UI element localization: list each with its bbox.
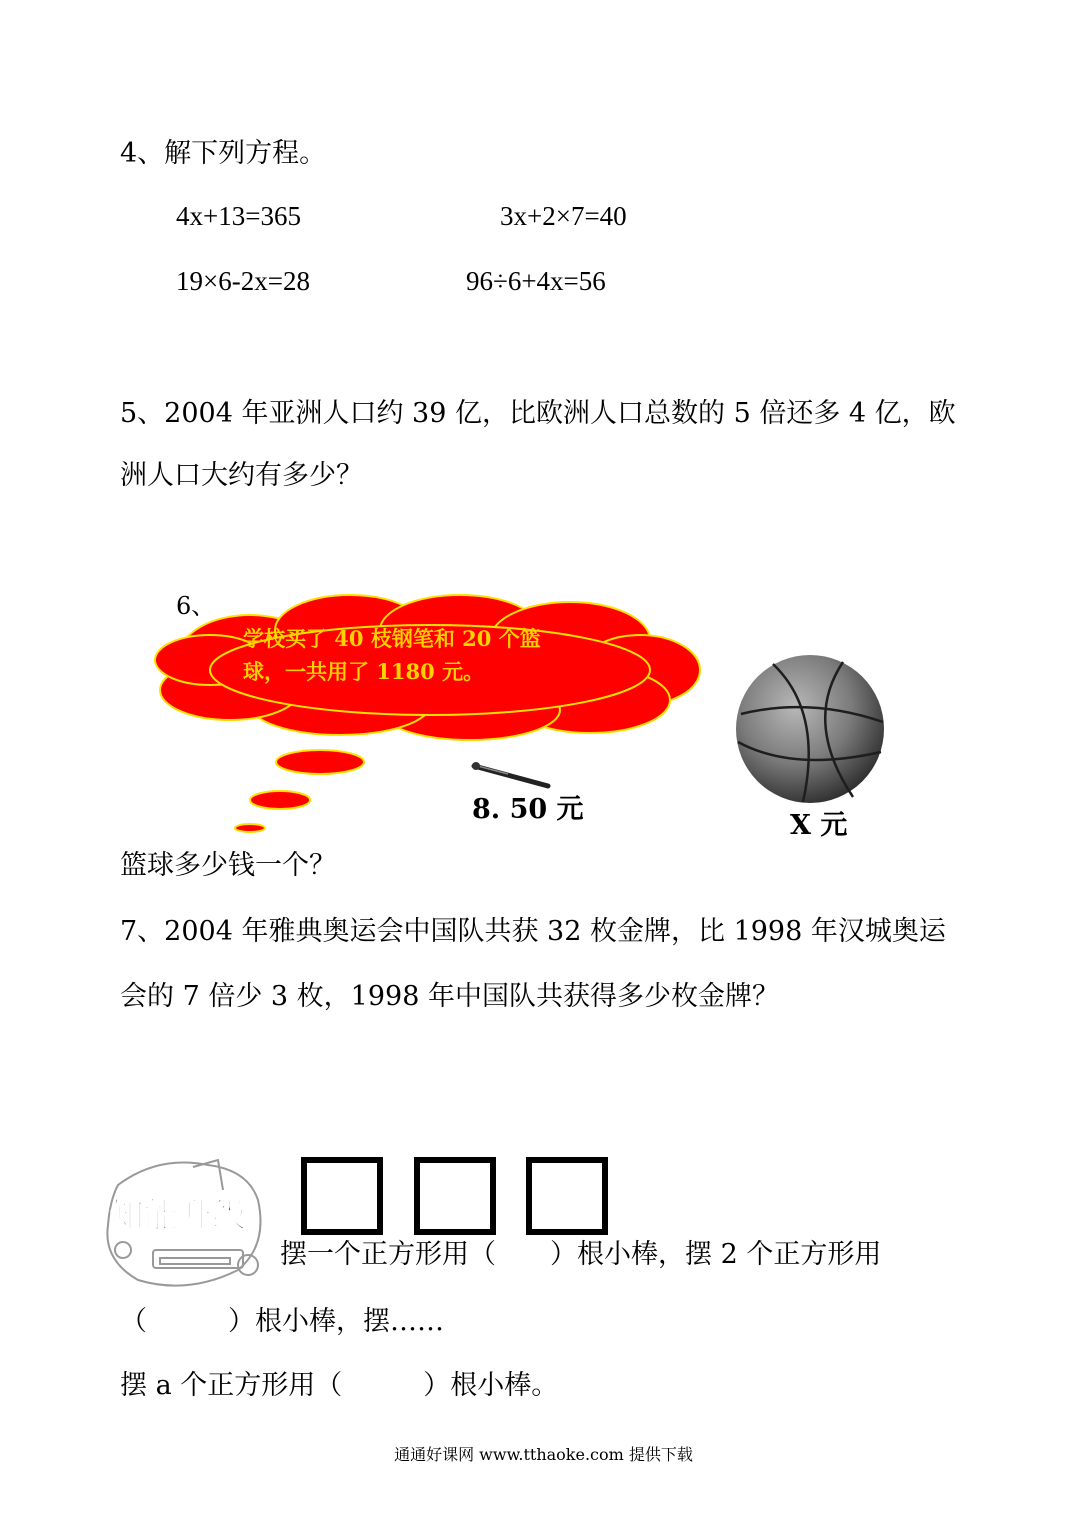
q4-heading: 4、解下列方程。 (120, 138, 327, 169)
q7-line-2: 会的 7 倍少 3 枚，1998 年中国队共获得多少枚金牌？ (120, 981, 779, 1012)
square-1 (301, 1157, 383, 1235)
equation-4: 96÷6+4x=56 (466, 266, 606, 296)
upgrade-line-3: 摆 a 个正方形用（ ）根小棒。 (120, 1370, 559, 1401)
cloud-text-line-1: 学校买了 40 枝钢笔和 20 个篮 (243, 626, 541, 651)
basketball-icon (733, 652, 888, 807)
equation-3: 19×6-2x=28 (176, 266, 310, 296)
q6-question: 篮球多少钱一个？ (120, 850, 336, 881)
equation-1: 4x+13=365 (176, 201, 301, 231)
cloud-text-line-2: 球，一共用了 1180 元。 (243, 659, 485, 684)
equation-2: 3x+2×7=40 (500, 201, 627, 231)
footer: 通通好课网 www.tthaoke.com 提供下载 (394, 1445, 693, 1464)
q5-line-2: 洲人口大约有多少？ (120, 460, 363, 491)
square-2 (414, 1157, 496, 1235)
knowledge-badge-icon (98, 1155, 273, 1295)
ball-price: X 元 (790, 810, 848, 841)
pen-price: 8. 50 元 (472, 794, 584, 825)
q7-line-1: 7、2004 年雅典奥运会中国队共获 32 枚金牌，比 1998 年汉城奥运 (120, 916, 946, 947)
badge-label: 知能升级 (110, 1196, 246, 1236)
q6-number: 6、 (176, 592, 216, 620)
pen-icon (468, 758, 556, 794)
cloud-text (243, 622, 541, 688)
upgrade-line-2: （ ）根小棒，摆…… (120, 1306, 444, 1337)
upgrade-line-1: 摆一个正方形用（ ）根小棒，摆 2 个正方形用 (280, 1239, 882, 1270)
square-3 (526, 1157, 608, 1235)
q5-line-1: 5、2004 年亚洲人口约 39 亿，比欧洲人口总数的 5 倍还多 4 亿，欧 (120, 398, 956, 429)
